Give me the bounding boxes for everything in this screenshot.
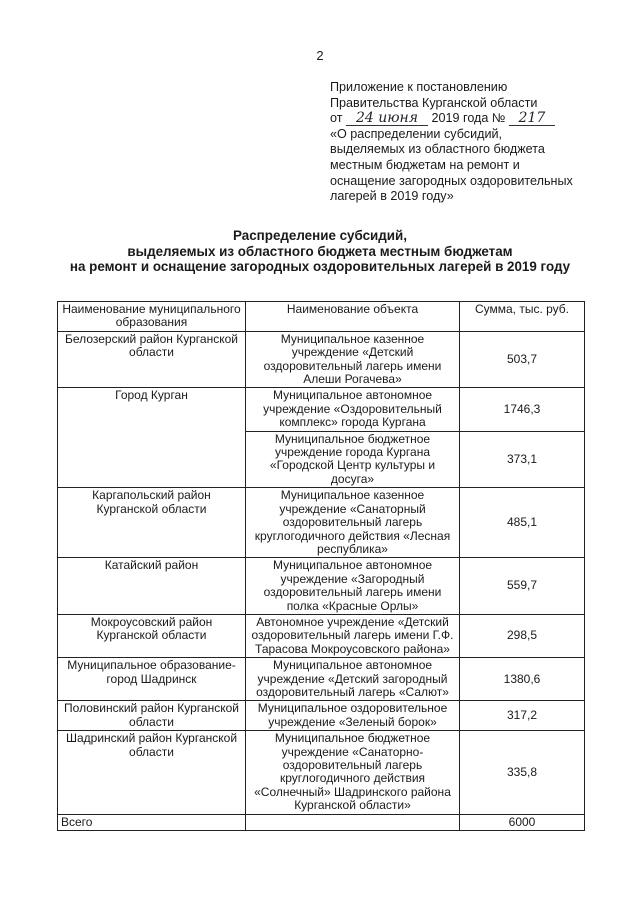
object-cell: Муниципальное автономное учреждение «Детский загородный оздоровительный лагерь «Салют» (246, 658, 460, 701)
subject-line: местным бюджетам на ремонт и (330, 157, 520, 172)
page-number: 2 (316, 48, 324, 63)
object-cell: Муниципальное автономное учреждение «Загородный оздоровительный лагерь имени полка «Красные Орлы» (246, 558, 460, 615)
table-row (58, 658, 585, 701)
header-municipality: Наименование муниципального образования (58, 302, 246, 332)
sum-cell: 298,5 (460, 614, 585, 657)
subject-line: оснащение загородных оздоровительных (330, 173, 573, 188)
title-line: на ремонт и оснащение загородных оздоровительных лагерей в 2019 году (69, 259, 571, 274)
subsidy-table (57, 301, 585, 831)
table-header-row (58, 302, 585, 332)
table-row (58, 388, 585, 431)
object-cell: Муниципальное казенное учреждение «Детский оздоровительный лагерь имени Алеши Рогачева» (246, 331, 460, 388)
document-title (60, 228, 580, 275)
municipality-cell: Каргапольский район Курганской области (58, 488, 246, 558)
sum-cell: 1380,6 (460, 658, 585, 701)
municipality-cell: Половинский район Курганской области (58, 701, 246, 731)
municipality-cell: Муниципальное образование-город Шадринск (58, 658, 246, 701)
appendix-line-1: Приложение к постановлению (330, 80, 508, 94)
subject-line: «О распределении субсидий, (330, 126, 503, 141)
municipality-cell: Белозерский район Курганской области (58, 331, 246, 388)
table-row (58, 731, 585, 814)
object-cell: Автономное учреждение «Детский оздоровительный лагерь имени Г.Ф. Тарасова Мокроусовского района» (246, 614, 460, 657)
sum-cell: 559,7 (460, 558, 585, 615)
total-sum: 6000 (460, 814, 585, 830)
municipality-cell: Катайский район (58, 558, 246, 615)
sum-cell: 503,7 (460, 331, 585, 388)
subject-line: лагерей в 2019 году» (330, 189, 454, 204)
table-row (58, 701, 585, 731)
object-cell: Муниципальное бюджетное учреждение города Кургана «Городской Центр культуры и досуга» (246, 431, 460, 488)
sum-cell: 317,2 (460, 701, 585, 731)
appendix-line-2: Правительства Курганской области (330, 95, 538, 110)
from-prefix: от (330, 111, 343, 126)
sum-cell: 335,8 (460, 731, 585, 814)
municipality-cell: Шадринский район Курганской области (58, 731, 246, 814)
sum-cell: 485,1 (460, 488, 585, 558)
header-sum: Сумма, тыс. руб. (460, 302, 585, 332)
table-row (58, 331, 585, 388)
subject-line: выделяемых из областного бюджета (330, 142, 545, 157)
title-line: Распределение субсидий, (233, 228, 407, 243)
year-text: 2019 года № (431, 111, 506, 126)
handwritten-date: 24 июня (346, 112, 428, 126)
municipality-cell: Город Курган (58, 388, 246, 488)
object-cell: Муниципальное оздоровительное учреждение «Зеленый борок» (246, 701, 460, 731)
object-cell: Муниципальное бюджетное учреждение «Санаторно-оздоровительный лагерь круглогодичного действия «Солнечный» Шадринского района Курганской области» (246, 731, 460, 814)
total-row (58, 814, 585, 830)
table-row (58, 488, 585, 558)
table-row (58, 558, 585, 615)
appendix-block (330, 80, 600, 205)
handwritten-number: 217 (509, 112, 555, 126)
object-cell: Муниципальное казенное учреждение «Санаторный оздоровительный лагерь круглогодичного действия «Лесная республика» (246, 488, 460, 558)
sum-cell: 373,1 (460, 431, 585, 488)
total-empty-cell (246, 814, 460, 830)
title-line: выделяемых из областного бюджета местным бюджетам (127, 243, 513, 259)
appendix-date-line (330, 111, 600, 127)
object-cell: Муниципальное автономное учреждение «Оздоровительный комплекс» города Кургана (246, 388, 460, 431)
sum-cell: 1746,3 (460, 388, 585, 431)
total-label: Всего (58, 814, 246, 830)
table-row (58, 614, 585, 657)
municipality-cell: Мокроусовский район Курганской области (58, 614, 246, 657)
header-object: Наименование объекта (246, 302, 460, 332)
